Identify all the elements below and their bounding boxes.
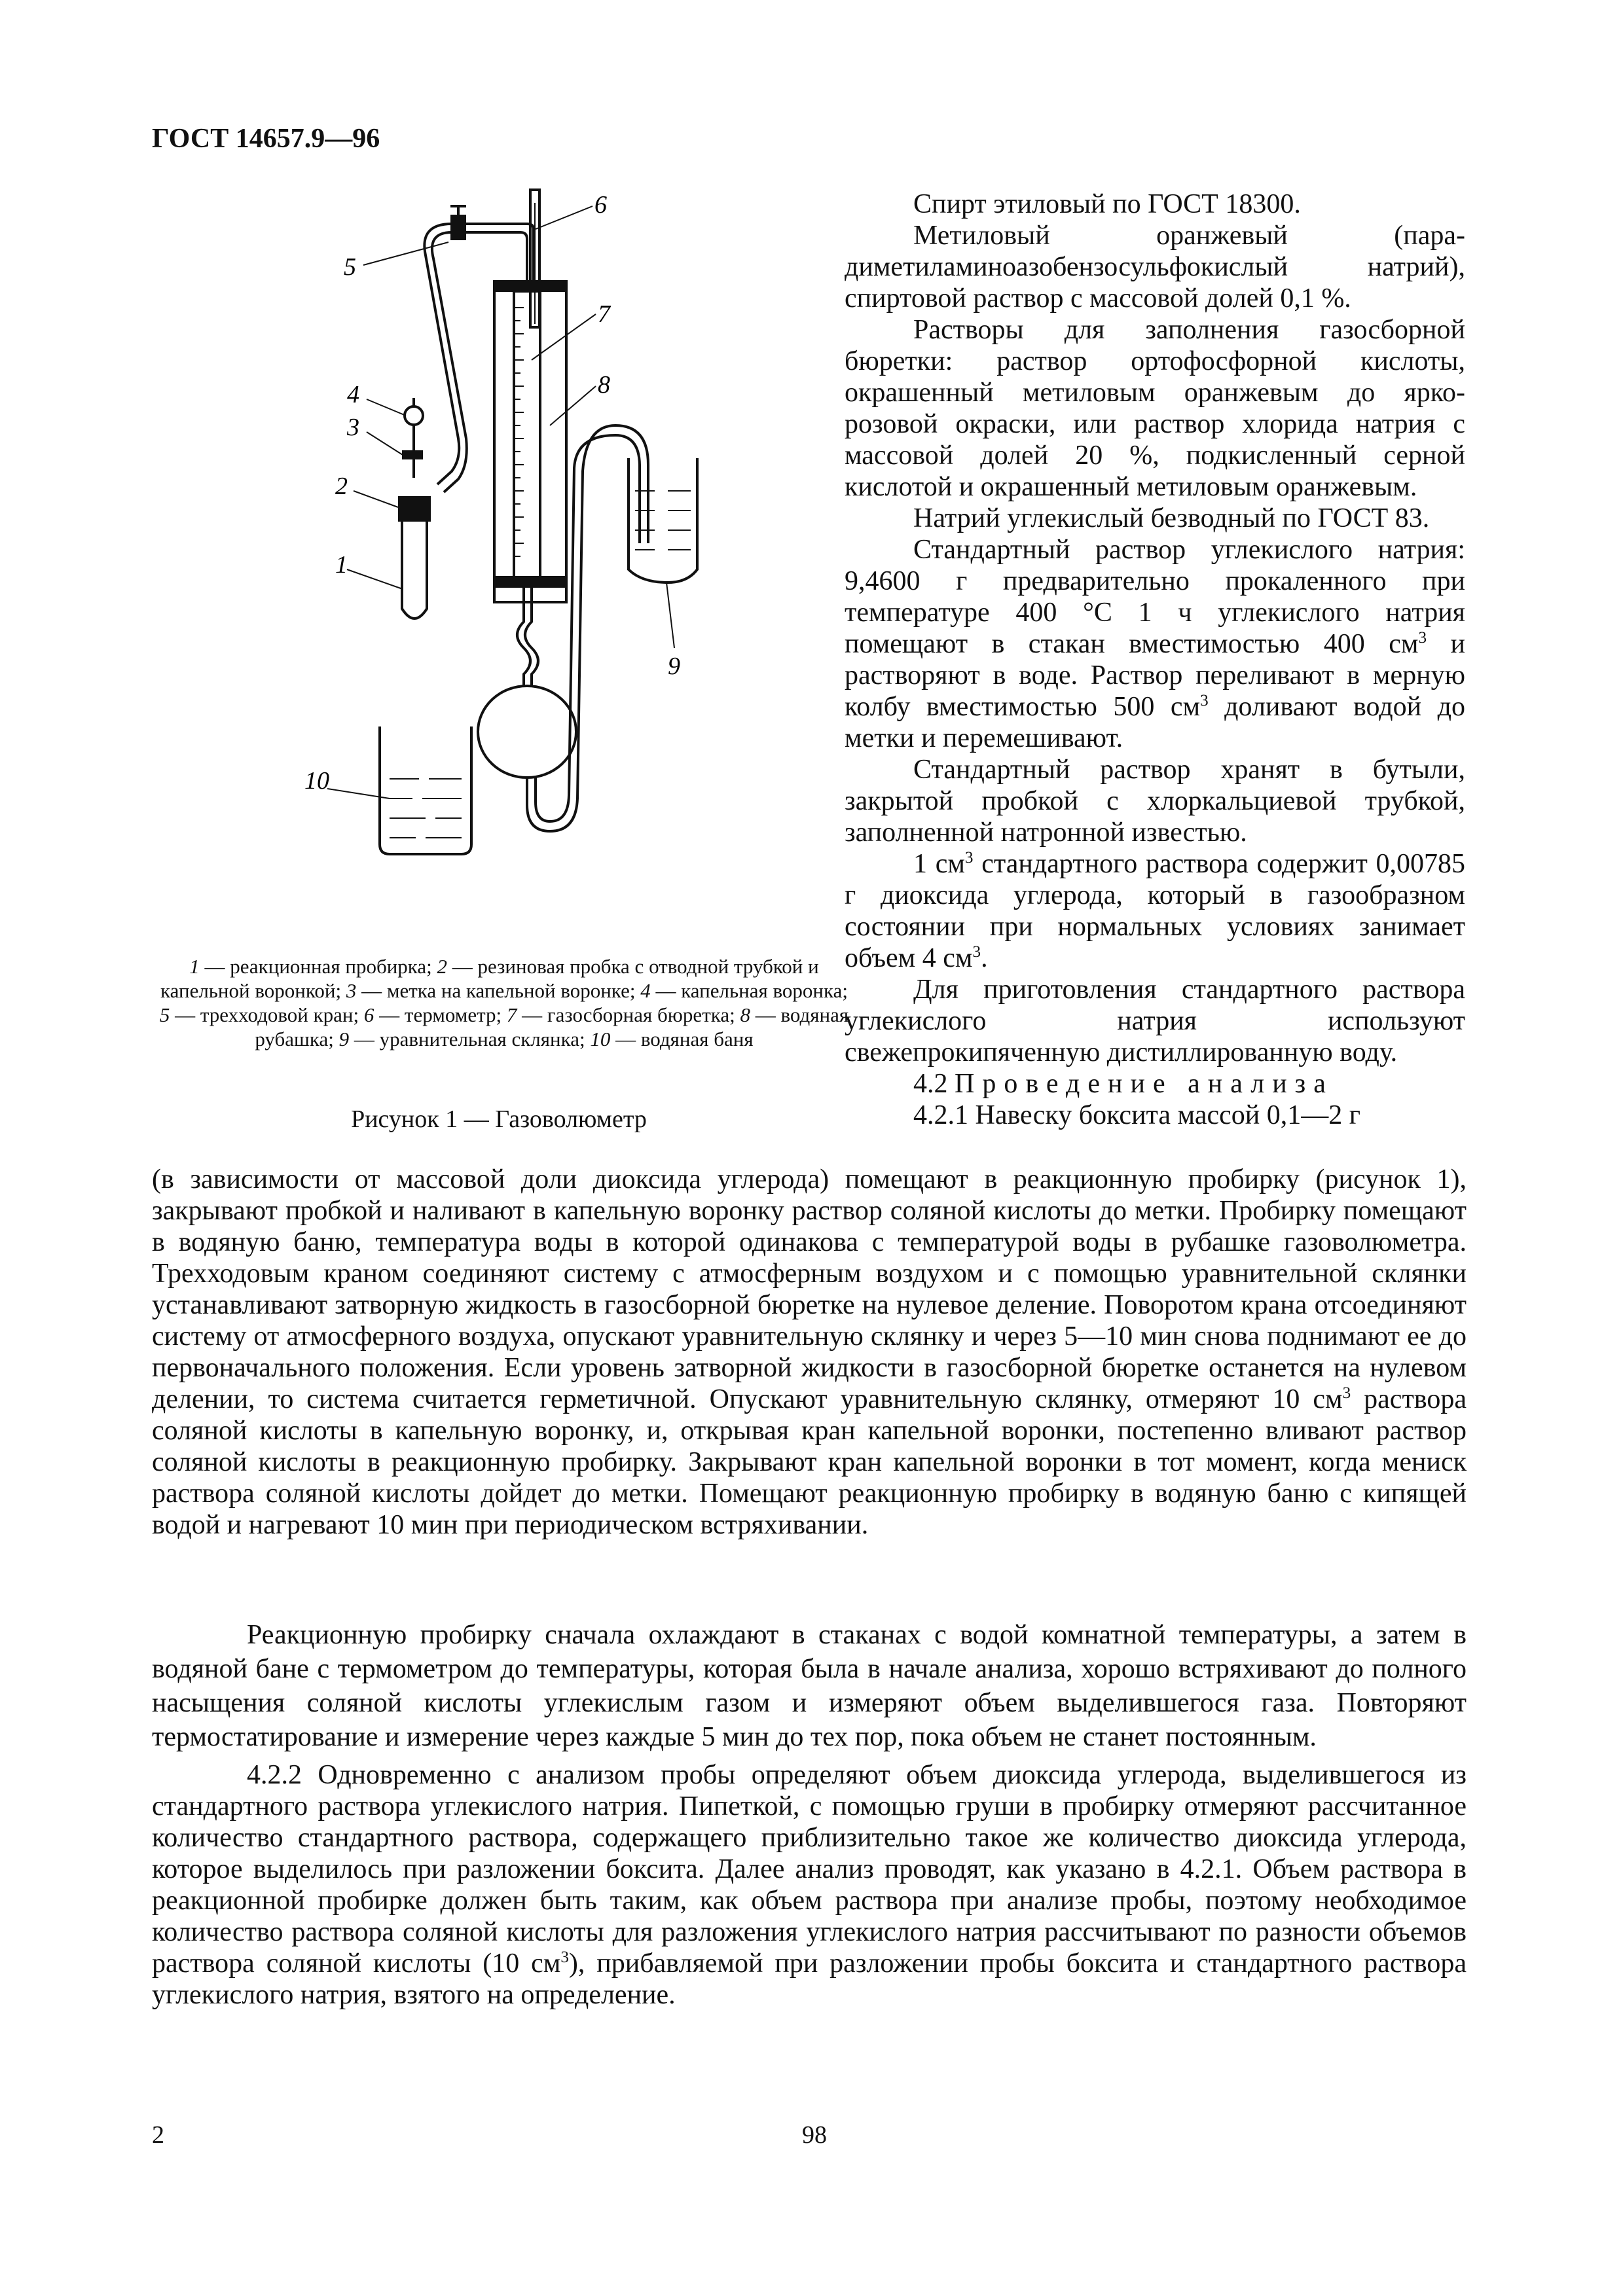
- right-column-text: [845, 188, 1465, 1131]
- section-heading: 4.2 Проведение анализа: [913, 1069, 1334, 1099]
- paragraph: Растворы для заполнения газосборной бюретки: раствор ортофосфорной кислоты, окрашенный метиловым оранжевым до ярко-розовой окраски, или раствор хлорида натрия с массовой долей 20 %, подкисленный серной кислотой и окрашенный метиловым оранжевым.: [845, 315, 1465, 502]
- body-paragraph-2: Реакционную пробирку сначала охлаждают в стаканах с водой комнатной температуры, а затем в водяной бане с термометром до температуры, которая была в начале анализа, хорошо встряхивают до полного насыщения соляной кислоты углекислым газом и измеряют объем выделившегося газа. Повторяют термостатирование и измерение через каждые 5 мин до тех пор, пока объем не станет постоянным.: [152, 1620, 1467, 1752]
- figure-label-7: 7: [598, 300, 610, 328]
- page-number-left: 2: [152, 2121, 164, 2149]
- paragraph: 1 $см^3$ стандартного раствора содержит 0,00785 г диоксида углерода, который в газообразном состоянии при нормальных условиях занимает объем 4 $см^3$.: [845, 849, 1465, 973]
- body-paragraph-4-2-1: (в зависимости от массовой доли диоксида углерода) помещают в реакционную пробирку (рисунок 1), закрывают пробкой и наливают в капельную воронку раствор соляной кислоты до метки. Пробирку помещают в водяную баню, температура воды в которой одинакова с температурой воды в рубашке газоволюметра. Трехходовым краном соединяют систему с атмосферным воздухом и с помощью уравнительной склянки устанавливают затворную жидкость в газосборной бюретке на нулевое деление. Поворотом крана отсоединяют систему от атмосферного воздуха, опускают уравнительную склянку и через 5—10 мин снова поднимают ее до первоначального положения. Если уровень затворной жидкости в газосборной бюретке останется на нулевом делении, то система считается герметичной. Опускают уравнительную склянку, отмеряют 10 $см^3$ раствора соляной кислоты в капельную воронку, и, открывая кран капельной воронки, постепенно вливают раствор соляной кислоты в реакционную пробирку. Закрывают кран капельной воронки в тот момент, когда мениск раствора соляной кислоты дойдет до метки. Помещают реакционную пробирку в водяную баню с кипящей водой и нагревают 10 мин при периодическом встряхивании.: [152, 1164, 1467, 1540]
- paragraph: Для приготовления стандартного раствора углекислого натрия используют свежепрокипяченную дистиллированную воду.: [845, 975, 1465, 1067]
- figure-label-9: 9: [668, 653, 680, 680]
- figure-label-5: 5: [344, 253, 356, 281]
- gasvolumeter-figure: [262, 177, 864, 923]
- body-paragraph-4-2-2: 4.2.2 Одновременно с анализом пробы определяют объем диоксида углерода, выделившегося из стандартного раствора углекислого натрия. Пипеткой, с помощью груши в пробирку отмеряют рассчитанное количество стандартного раствора, содержащего приблизительно такое же количество диоксида углерода, которое выделилось при разложении боксита. Далее анализ проводят, как указано в 4.2.1. Объем раствора в реакционной пробирке должен быть таким, как объем раствора при анализе пробы, поэтому необходимое количество раствора соляной кислоты для разложения углекислого натрия рассчитывают по разности объемов раствора соляной кислоты (10 $см^3$), прибавляемой при разложении пробы боксита и стандартного раствора углекислого натрия, взятого на определение.: [152, 1760, 1467, 2010]
- figure-caption: 1 — реакционная пробирка; 2 — резиновая пробка с отводной трубкой и капельной воронкой; 3 — метка на капельной воронке; 4 — капельная воронка; 5 — трехходовой кран; 6 — термометр; 7 — газосборная бюретка; 8 — водяная рубашка; 9 — уравнительная склянка; 10 — водяная баня: [159, 955, 849, 1050]
- paragraph: Спирт этиловый по ГОСТ 18300.: [913, 189, 1301, 219]
- figure-title: Рисунок 1 — Газоволюметр: [351, 1105, 647, 1133]
- paragraph: Стандартный раствор хранят в бутыли, закрытой пробкой с хлоркальциевой трубкой, заполненной натронной известью.: [845, 755, 1465, 848]
- paragraph: Стандартный раствор углекислого натрия: 9,4600 г предварительно прокаленного при температуре 400 °С 1 ч углекислого натрия помещают в стакан вместимостью 400 $см^3$ и растворяют в воде. Раствор переливают в мерную колбу вместимостью 500 $см^3$ доливают водой до метки и перемешивают.: [845, 535, 1465, 753]
- paragraph: 4.2.1 Навеску боксита массой 0,1—2 г: [913, 1100, 1360, 1130]
- figure-label-3: 3: [347, 414, 359, 441]
- figure-label-1: 1: [335, 551, 348, 579]
- figure-label-6: 6: [594, 191, 607, 219]
- figure-label-8: 8: [598, 371, 610, 399]
- document-header: ГОСТ 14657.9—96: [152, 124, 380, 154]
- page-number-center: 98: [802, 2121, 827, 2149]
- paragraph: Натрий углекислый безводный по ГОСТ 83.: [913, 503, 1430, 533]
- figure-label-10: 10: [304, 767, 329, 795]
- figure-label-4: 4: [347, 381, 359, 408]
- figure-label-2: 2: [335, 473, 348, 500]
- paragraph: Метиловый оранжевый (пара-диметиламиноазобензосульфокислый натрий), спиртовой раствор с массовой долей 0,1 %.: [845, 221, 1465, 314]
